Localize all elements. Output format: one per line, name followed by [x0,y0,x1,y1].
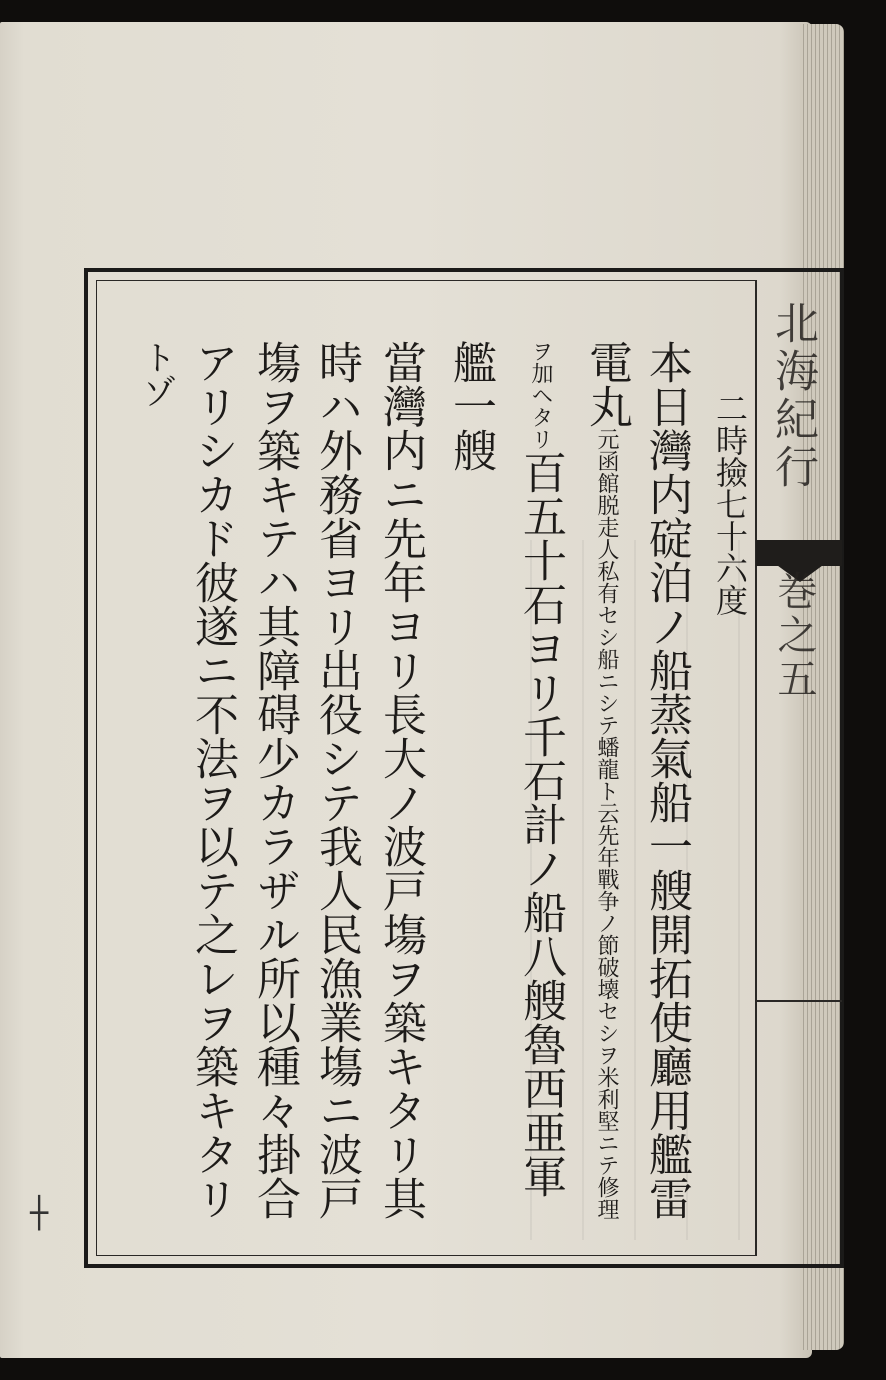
text-column-6: 當灣内ニ先年ヨリ長大ノ波戸塲ヲ築キタリ其 [375,340,426,1220]
binding-thread-mark: ┼ [30,1196,49,1231]
text-column-1: 二時撿七十六度 [711,392,749,616]
text-column-3-annotation: 元函館脱走人私有セシ船ニシテ蟠龍ト云先年戰争ノ節破壊セシヲ米利堅ニテ修理 [594,428,619,1220]
text-column-3-main: 電丸 [581,340,632,428]
text-column-4-annotation: ヲ加ヘタリ [528,340,553,450]
text-column-8: 塲ヲ築キテハ其障碍少カラザル所以種々掛合 [249,340,300,1220]
margin-volume-number: 巻之五 [771,570,817,702]
text-column-2: 本日灣内碇泊ノ船蒸氣船一艘開拓使廳用艦雷 [641,340,692,1220]
margin-rule [756,1000,842,1002]
text-column-7: 時ハ外務省ヨリ出役シテ我人民漁業塲ニ波戸 [311,340,362,1220]
text-column-4-main: 百五十石ヨリ千石計ノ船八艘魯西亜軍 [515,450,566,1198]
text-column-10: トゾ [136,340,176,408]
text-column-4 [510,340,570,1198]
text-column-3 [576,340,636,1220]
margin-book-title: 北海紀行 [767,300,818,492]
text-column-5: 艦一艘 [445,340,496,472]
text-column-9: アリシカド彼遂ニ不法ヲ以テ之レヲ築キタリ [187,340,238,1220]
